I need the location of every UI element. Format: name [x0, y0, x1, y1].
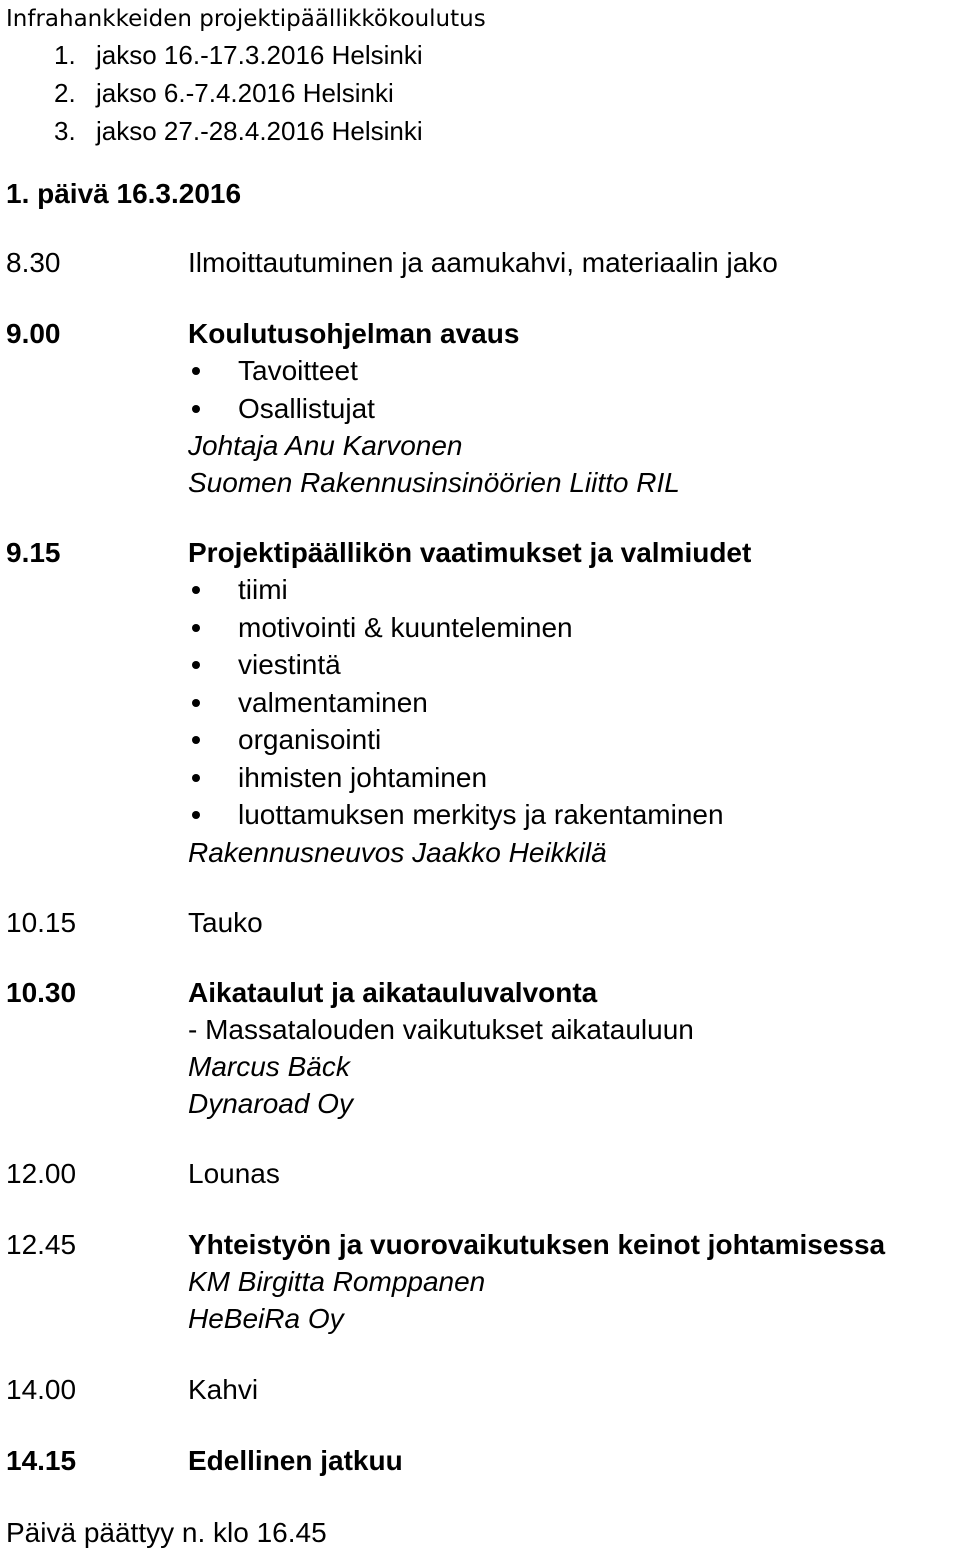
bullet-item: ihmisten johtaminen: [188, 759, 960, 797]
day-heading: 1. päivä 16.3.2016: [6, 178, 242, 209]
program-document: [6, 0, 960, 1551]
jakso-number: 2.: [54, 78, 76, 108]
bullet-dot-icon: [192, 699, 200, 707]
jakso-item: [6, 74, 960, 112]
bullet-dot-icon: [192, 774, 200, 782]
bullet-dot-icon: [192, 811, 200, 819]
bullet-item: luottamuksen merkitys ja rakentaminen: [188, 796, 960, 834]
jakso-item: [6, 112, 960, 150]
entry-speaker: Marcus Bäck: [188, 1050, 350, 1082]
entry-time: 14.00: [6, 1373, 77, 1405]
entry-time: 10.30: [6, 976, 77, 1008]
jakso-text: jakso 16.-17.3.2016 Helsinki: [96, 40, 423, 70]
entry-organization: Suomen Rakennusinsinöörien Liitto RIL: [188, 467, 680, 498]
bullet-dot-icon: [192, 586, 200, 594]
entry-time: 14.15: [6, 1444, 77, 1476]
entry-title: Kahvi: [188, 1373, 259, 1405]
entry-title: Ilmoittautuminen ja aamukahvi, materiaalin jako: [188, 247, 778, 278]
entry-organization: HeBeiRa Oy: [188, 1302, 344, 1334]
entry-title: Koulutusohjelman avaus: [188, 318, 520, 349]
bullet-dot-icon: [192, 405, 200, 413]
entry-bullets: [188, 571, 960, 834]
jakso-item: [6, 36, 960, 74]
entry-title: Yhteistyön ja vuorovaikutuksen keinot johtamisessa: [188, 1228, 886, 1260]
jakso-text: jakso 27.-28.4.2016 Helsinki: [96, 116, 423, 146]
entry-time: 8.30: [6, 247, 61, 278]
entry-title: Tauko: [188, 906, 263, 938]
bullet-item: tiimi: [188, 571, 960, 609]
bullet-dot-icon: [192, 367, 200, 375]
bullet-item: Osallistujat: [188, 390, 960, 428]
entry-organization: Dynaroad Oy: [188, 1087, 353, 1119]
schedule-entry: [6, 316, 960, 501]
schedule-entry: [6, 245, 960, 281]
schedule-entry: [6, 1372, 960, 1408]
jakso-list: [6, 36, 960, 150]
jakso-number: 3.: [54, 116, 76, 146]
closing-line: Päivä päättyy n. klo 16.45: [6, 1516, 327, 1548]
bullet-dot-icon: [192, 624, 200, 632]
bullet-item: viestintä: [188, 646, 960, 684]
entry-subtitle: - Massatalouden vaikutukset aikatauluun: [188, 1013, 694, 1045]
bullet-item: organisointi: [188, 721, 960, 759]
entry-title: Edellinen jatkuu: [188, 1444, 403, 1476]
bullet-item: motivointi & kuunteleminen: [188, 609, 960, 647]
entry-speaker: KM Birgitta Romppanen: [188, 1265, 486, 1297]
schedule-entry: [6, 1227, 960, 1337]
schedule-entry: [6, 975, 960, 1122]
schedule-entry: [6, 1156, 960, 1192]
bullet-item: valmentaminen: [188, 684, 960, 722]
entry-time: 12.00: [6, 1157, 77, 1189]
entry-title: Lounas: [188, 1157, 280, 1189]
bullet-dot-icon: [192, 736, 200, 744]
schedule-entry: [6, 905, 960, 941]
entry-time: 9.00: [6, 318, 61, 349]
jakso-text: jakso 6.-7.4.2016 Helsinki: [96, 78, 394, 108]
entry-speaker: Johtaja Anu Karvonen: [188, 430, 463, 461]
entry-time: 12.45: [6, 1228, 77, 1260]
schedule-entry: [6, 535, 960, 871]
bullet-item: Tavoitteet: [188, 352, 960, 390]
entry-time: 9.15: [6, 537, 61, 568]
schedule-entry: [6, 1443, 960, 1479]
entry-time: 10.15: [6, 906, 77, 938]
document-title: Infrahankkeiden projektipäällikkökoulutus: [6, 6, 486, 32]
jakso-number: 1.: [54, 40, 76, 70]
entry-title: Aikataulut ja aikatauluvalvonta: [188, 976, 598, 1008]
entry-bullets: [188, 352, 960, 427]
entry-title: Projektipäällikön vaatimukset ja valmiudet: [188, 537, 752, 568]
entry-speaker: Rakennusneuvos Jaakko Heikkilä: [188, 836, 607, 868]
bullet-dot-icon: [192, 661, 200, 669]
